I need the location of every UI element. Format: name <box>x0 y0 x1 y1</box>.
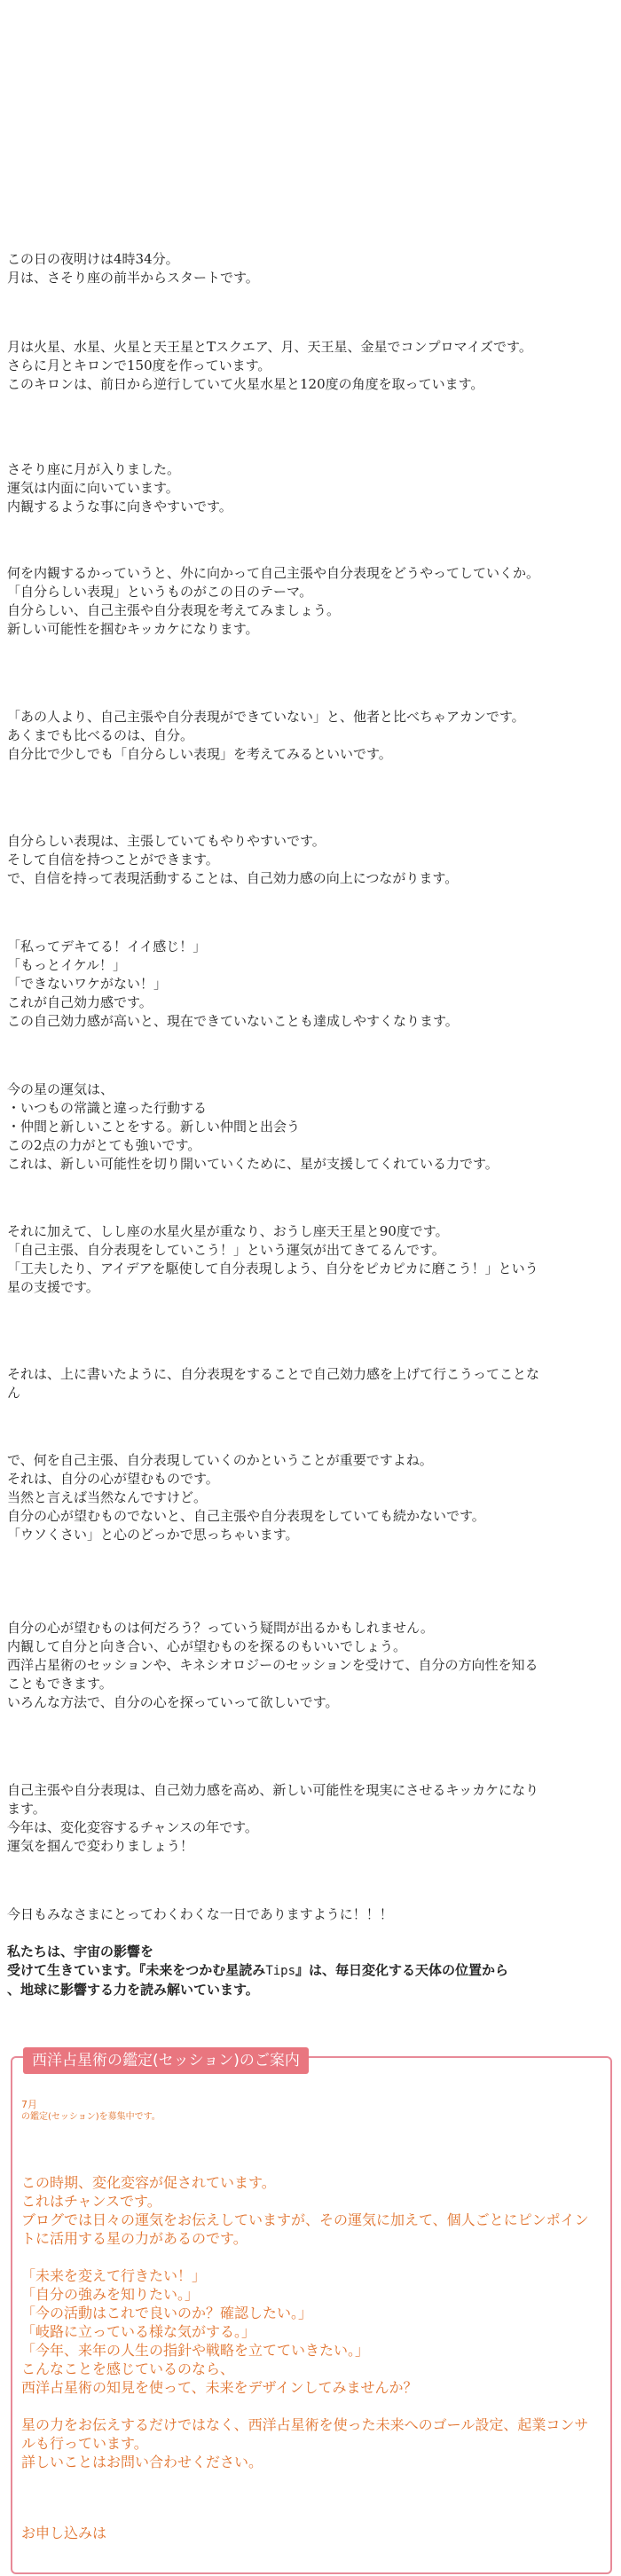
paragraph-current-fortune: 今の星の運気は、 ・いつもの常識と違った行動する ・仲間と新しいことをする。新しい仲間と出会う この2点の力がとても強いです。 これは、新しい可能性を切り開いていくために、星が支援してくれている力です。 <box>7 1081 499 1172</box>
intro-line-2-pre: 受けて生きています。『未来をつかむ星読み <box>7 1962 266 1978</box>
paragraph-introspection: 何を内観するかっていうと、外に向かって自己主張や自分表現をどうやってしていくか。 「自分らしい表現」というものがこの日のテーマ。 自分らしい、自己主張や自分表現を考えてみましょう。 新しい可能性を掴むキッカケになります。 <box>7 565 540 637</box>
apply-link[interactable]: お申し込みは <box>21 2525 107 2541</box>
session-box-title: 西洋占星術の鑑定(セッション)のご案内 <box>23 2047 309 2074</box>
paragraph-chance: 自己主張や自分表現は、自己効力感を高め、新しい可能性を現実にさせるキッカケになり ます。 今年は、変化変容するチャンスの年です。 運気を掴んで変わりましょう！ <box>7 1782 539 1854</box>
intro-text <box>7 1943 614 1999</box>
paragraph-aspects: 月は火星、水星、火星と天王星とTスクエア、月、天王星、金星でコンプロマイズです。 さらに月とキロンで150度を作っています。 このキロンは、前日から逆行していて火星水星と120度の角度を取っています。 <box>7 339 532 392</box>
session-description: この時期、変化変容が促されています。 これはチャンスです。 ブログでは日々の運気をお伝えしていますが、その運気に加えて、個人ごとにピンポイン トに活用する星の力があるのです。 「未来を変えて行きたい！」 「自分の強みを知りたい。」 「今の活動はこれで良いのか？確認したい。」 「岐路に立っている様な気がする。」 「今年、来年の人生の指針や戦略を立てていきたい。」 こんなことを感じているのなら、 西洋占星術の知見を使って、未来をデザインしてみませんか？ 星の力をお伝えするだけではなく、西洋占星術を使った未来へのゴール設定、起業コンサ ルも行っています。 詳しいことはお問い合わせください。 <box>21 2174 589 2470</box>
paragraph-mercury-mars: それに加えて、しし座の水星火星が重なり、おうし座天王星と90度です。 「自己主張、自分表現をしていこう！」という運気が出てきてるんです。 「工夫したり、アイデアを駆使して自分表現しよう、自分をピカピカに磨こう！」という 星の支援です。 <box>7 1223 538 1295</box>
paragraph-compare: 「あの人より、自己主張や自分表現ができていない」と、他者と比べちゃアカンです。 あくまでも比べるのは、自分。 自分比で少しでも「自分らしい表現」を考えてみるといいです。 <box>7 709 525 762</box>
intro-line-2 <box>7 1962 508 1978</box>
paragraph-moon-scorpio: さそり座に月が入りました。 運気は内面に向いています。 内観するような事に向きやすいです。 <box>7 461 232 514</box>
paragraph-self-expression: それは、上に書いたように、自分表現をすることで自己効力感を上げて行こうってことな ん <box>7 1366 540 1401</box>
session-month: 7月 <box>21 2099 37 2110</box>
paragraph-inner-search: 自分の心が望むものは何だろう？っていう疑問が出るかもしれません。 内観して自分と向き合い、心が望むものを探るのもいいでしょう。 西洋占星術のセッションや、キネシオロジーのセッションを受けて、自分の方向性を知る こともできます。 いろんな方法で、自分の心を探っていって欲しいです。 <box>7 1620 538 1710</box>
paragraph-dawn: この日の夜明けは4時34分。 月は、さそり座の前半からスタートです。 <box>7 251 259 286</box>
intro-line-3: 、地球に影響する力を読み解いています。 <box>7 1982 259 1998</box>
session-info-box <box>11 2052 612 2574</box>
paragraph-self-efficacy: 「私ってデキてる！イイ感じ！」 「もっとイケル！」 「できないワケがない！」 これが自己効力感です。 この自己効力感が高いと、現在できていないことも達成しやすくなります。 <box>7 939 459 1029</box>
paragraph-heart-desire: で、何を自己主張、自分表現していくのかということが重要ですよね。 それは、自分の心が望むものです。 当然と言えば当然なんですけど。 自分の心が望むものでないと、自己主張や自分表現をしていても続かないです。 「ウソくさい」と心のどっかで思っちゃいます。 <box>7 1452 485 1543</box>
session-recruiting-note: の鑑定(セッション)を募集中です。 <box>21 2112 161 2122</box>
intro-line-1: 私たちは、宇宙の影響を <box>7 1944 154 1959</box>
paragraph-confidence: 自分らしい表現は、主張していてもやりやすいです。 そして自信を持つことができます。 で、自信を持って表現活動することは、自己効力感の向上につながります。 <box>7 833 459 886</box>
intro-tips: Tips <box>265 1964 296 1978</box>
paragraph-closing: 今日もみなさまにとってわくわくな一日でありますように！！！ <box>7 1906 393 1922</box>
intro-line-2-post: 』は、毎日変化する天体の位置から <box>295 1962 509 1978</box>
